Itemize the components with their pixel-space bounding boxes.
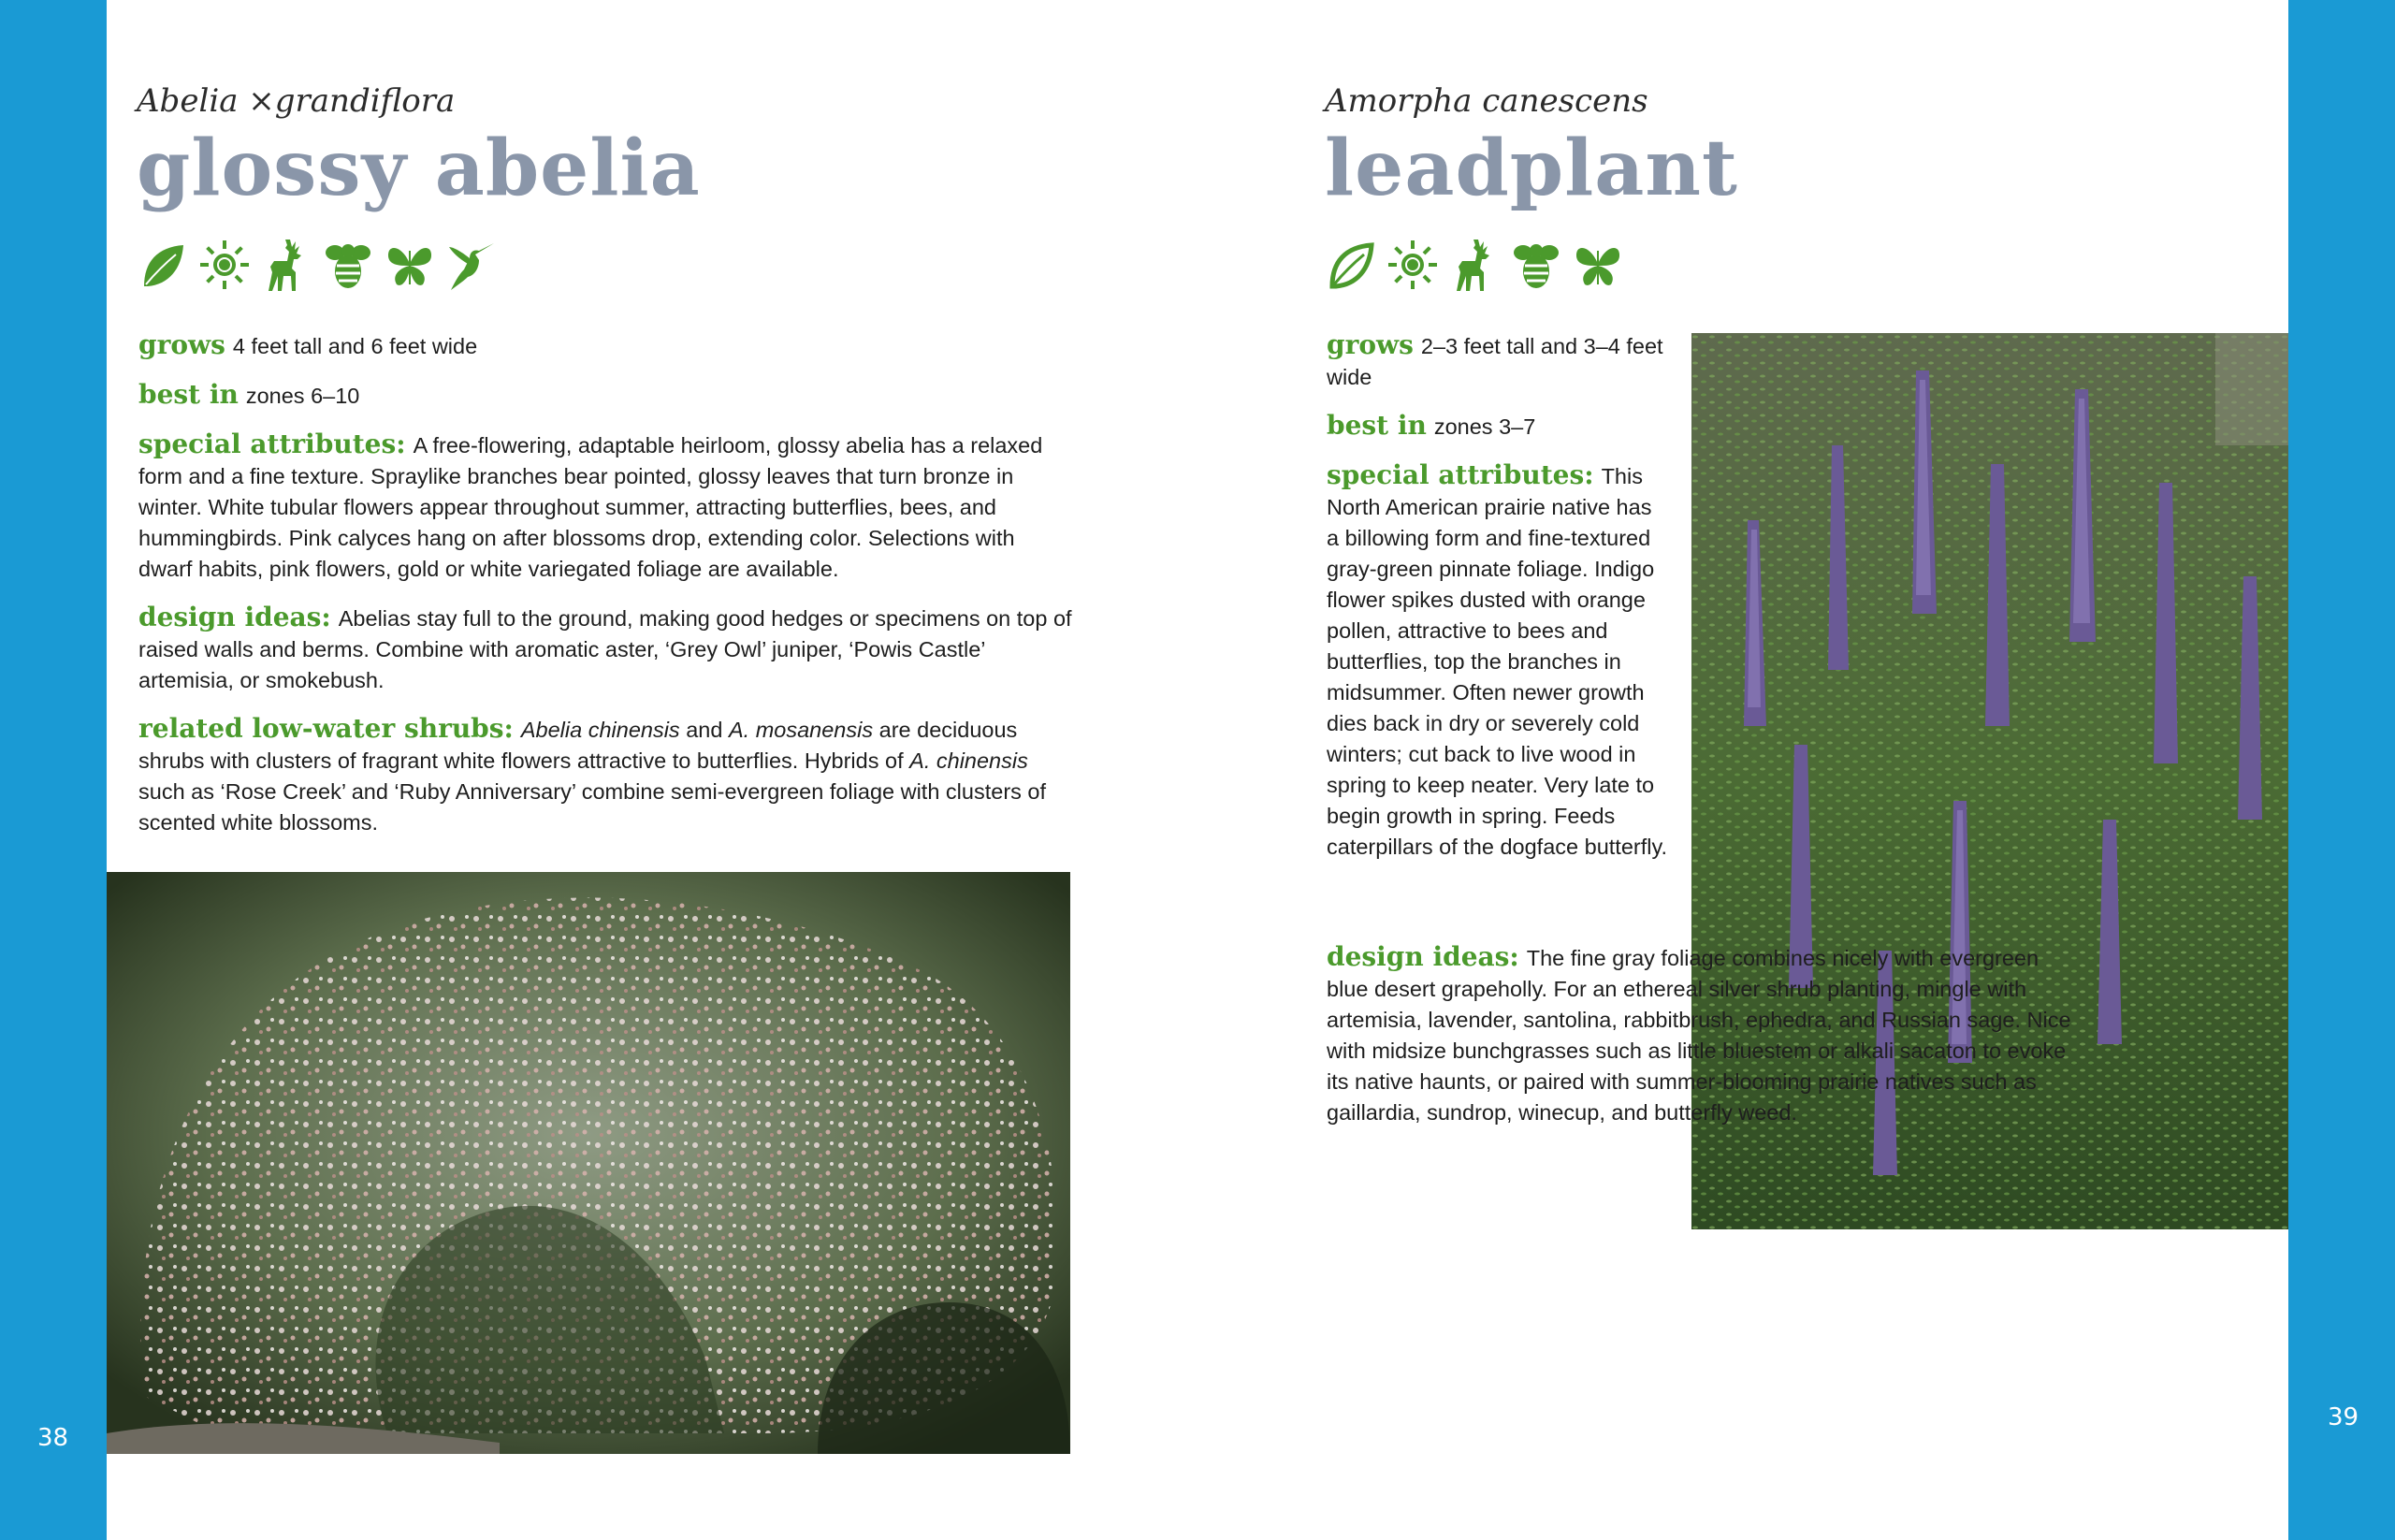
species-name: Abelia chinensis	[520, 718, 680, 742]
hummingbird-icon	[447, 238, 496, 292]
design-ideas-text: The fine gray foliage combines nicely with evergreen blue desert grapeholly. For an ethereal silver shrub planting, mingle with artemisia, lavender, santolina, rabbitbrush, ephedra, and Russian sage. Nice with midsize bunchgrasses such as little bluestem or alkali sacaton to evoke its native haunts, or paired with summer-blooming prairie natives such as gaillardia, sundrop, winecup, and butterfly weed.	[1327, 946, 2071, 1125]
bee-icon	[324, 238, 372, 292]
species-name: A. chinensis	[909, 748, 1028, 773]
sun-icon	[1388, 238, 1437, 292]
special-attributes-row	[1327, 459, 1667, 863]
grows-value: 4 feet tall and 6 feet wide	[232, 334, 478, 358]
attribute-icons	[1327, 238, 1622, 296]
special-attributes-label: special attributes:	[1327, 459, 1594, 490]
special-attributes-label: special attributes:	[138, 429, 406, 459]
page-number-right: 39	[2328, 1403, 2359, 1431]
best-in-row	[138, 379, 1072, 412]
design-ideas-label: design ideas:	[138, 602, 331, 632]
species-name: A. mosanensis	[728, 718, 874, 742]
best-in-row	[1327, 410, 1667, 443]
related-text: are deciduous shrubs with clusters of fragrant white flowers attractive to butterflies. Hybrids of	[138, 718, 1018, 773]
special-attributes-row	[138, 429, 1072, 585]
deer-icon	[262, 238, 311, 292]
related-text: and	[686, 718, 723, 742]
grows-label: grows	[1327, 329, 1414, 360]
attribute-icons	[138, 238, 496, 296]
best-in-value: zones 6–10	[245, 384, 360, 408]
deer-icon	[1450, 238, 1499, 292]
best-in-label: best in	[138, 379, 239, 410]
sun-icon	[200, 238, 249, 292]
leaf-icon	[138, 238, 187, 292]
best-in-label: best in	[1327, 410, 1427, 441]
best-in-value: zones 3–7	[1433, 414, 1536, 439]
left-edge-band	[0, 0, 107, 1540]
related-text: such as ‘Rose Creek’ and ‘Ruby Anniversary’ combine semi-evergreen foliage with clusters of scented white blossoms.	[138, 779, 1047, 835]
special-attributes-text: A free-flowering, adaptable heirloom, glossy abelia has a relaxed form and a fine texture. Spraylike branches bear pointed, glossy leaves that turn bronze in winter. White tubular flowers appear throughout summer, attracting butterflies, bees, and hummingbirds. Pink calyces hang on after blossoms drop, extending color. Selections with dwarf habits, pink flowers, gold or white variegated foliage are available.	[138, 433, 1043, 581]
latin-name: Amorpha canescens	[1325, 82, 1648, 120]
grows-row	[138, 329, 1072, 362]
latin-name: Abelia ×grandiflora	[137, 82, 456, 120]
butterfly-icon	[385, 238, 434, 292]
butterfly-icon	[1574, 238, 1622, 292]
right-design-ideas	[1327, 941, 2075, 1145]
page-number-left: 38	[37, 1424, 69, 1452]
special-attributes-text: This North American prairie native has a billowing form and fine-textured gray-green pinnate foliage. Indigo flower spikes dusted with orange pollen, attractive to bees and butterflies, top the branches in midsummer. Often newer growth dies back in dry or severely cold winters; cut back to live wood in spring to keep neater. Very late to begin growth in spring. Feeds caterpillars of the dogface butterfly.	[1327, 464, 1668, 859]
left-description	[138, 329, 1072, 855]
right-description-narrow	[1327, 329, 1667, 879]
right-edge-band	[2288, 0, 2395, 1540]
grows-value: 2–3 feet tall and 3–4 feet wide	[1327, 334, 1663, 389]
common-name: glossy abelia	[137, 123, 701, 213]
leaf-outline-icon	[1327, 238, 1375, 292]
grows-label: grows	[138, 329, 225, 360]
related-shrubs-row	[138, 713, 1072, 838]
design-ideas-text: Abelias stay full to the ground, making good hedges or specimens on top of raised walls and berms. Combine with aromatic aster, ‘Grey Owl’ juniper, ‘Powis Castle’ artemisia, or smokebush.	[138, 606, 1072, 692]
grows-row	[1327, 329, 1667, 393]
design-ideas-label: design ideas:	[1327, 941, 1519, 972]
design-ideas-row	[138, 602, 1072, 696]
related-shrubs-label: related low-water shrubs:	[138, 713, 514, 744]
glossy-abelia-photo	[107, 872, 1070, 1454]
bee-icon	[1512, 238, 1560, 292]
common-name: leadplant	[1325, 123, 1738, 213]
design-ideas-row	[1327, 941, 2075, 1128]
